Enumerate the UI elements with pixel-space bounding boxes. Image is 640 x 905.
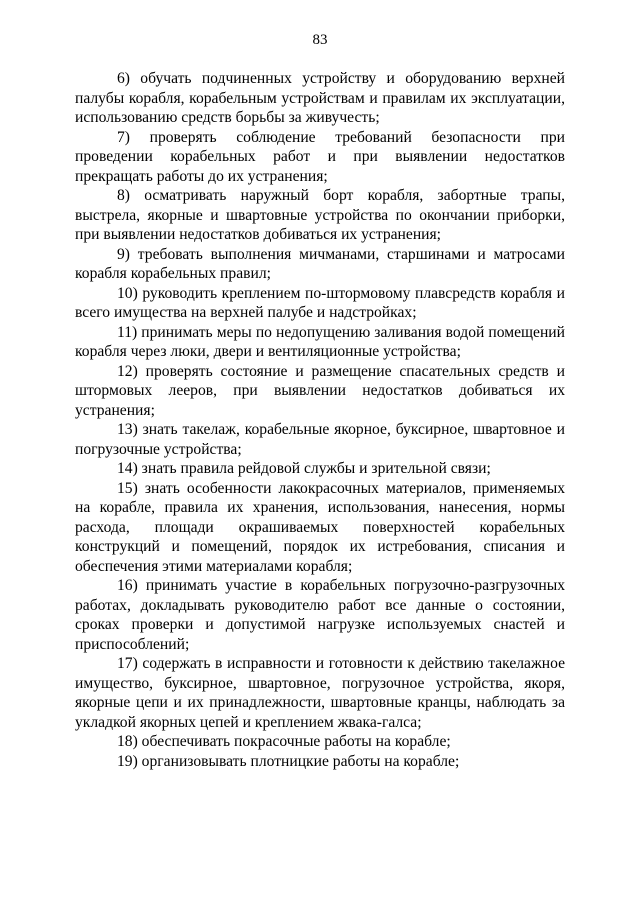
paragraph-item-15: 15) знать особенности лакокрасочных материалов, применяемых на корабле, правила их хранения, использования, нанесения, нормы расхода, площади окрашиваемых поверхностей корабельных конструкций и помещений, порядок их истребования, списания и обеспечения этими материалами корабля; bbox=[75, 479, 565, 575]
paragraph-item-9: 9) требовать выполнения мичманами, старшинами и матросами корабля корабельных правил; bbox=[75, 245, 565, 282]
paragraph-item-11: 11) принимать меры по недопущению заливания водой помещений корабля через люки, двери и вентиляционные устройства; bbox=[75, 323, 565, 360]
document-body bbox=[75, 69, 565, 771]
paragraph-item-8: 8) осматривать наружный борт корабля, забортные трапы, выстрела, якорные и швартовные устройства по окончании приборки, при выявлении недостатков добиваться их устранения; bbox=[75, 187, 565, 243]
paragraph-item-6: 6) обучать подчиненных устройству и оборудованию верхней палубы корабля, корабельным устройствам и правилам их эксплуатации, использованию средств борьбы за живучесть; bbox=[75, 70, 565, 126]
paragraph-item-16: 16) принимать участие в корабельных погрузочно-разгрузочных работах, докладывать руководителю работ все данные о состоянии, сроках проверки и допустимой нагрузке используемых снастей и приспособлений; bbox=[75, 577, 565, 653]
page-number: 83 bbox=[312, 32, 328, 48]
paragraph-item-14: 14) знать правила рейдовой службы и зрительной связи; bbox=[117, 460, 491, 477]
paragraph-item-7: 7) проверять соблюдение требований безопасности при проведении корабельных работ и при выявлении недостатков прекращать работы до их устранения; bbox=[75, 128, 565, 185]
paragraph-item-10: 10) руководить креплением по-штормовому плавсредств корабля и всего имущества на верхней палубе и надстройках; bbox=[75, 284, 565, 321]
paragraph-item-17: 17) содержать в исправности и готовности к действию такелажное имущество, буксирное, швартовное, погрузочное устройства, якоря, якорные цепи и их принадлежности, швартовные кранцы, наблюдать за укладкой якорных цепей и креплением жвака-галса; bbox=[75, 655, 565, 731]
paragraph-item-13: 13) знать такелаж, корабельные якорное, буксирное, швартовное и погрузочные устройства; bbox=[75, 421, 565, 458]
paragraph-item-19: 19) организовывать плотницкие работы на корабле; bbox=[117, 752, 460, 770]
paragraph-item-18: 18) обеспечивать покрасочные работы на корабле; bbox=[117, 733, 451, 750]
paragraph-item-12: 12) проверять состояние и размещение спасательных средств и штормовых лееров, при выявлении недостатков добиваться их устранения; bbox=[75, 362, 565, 419]
